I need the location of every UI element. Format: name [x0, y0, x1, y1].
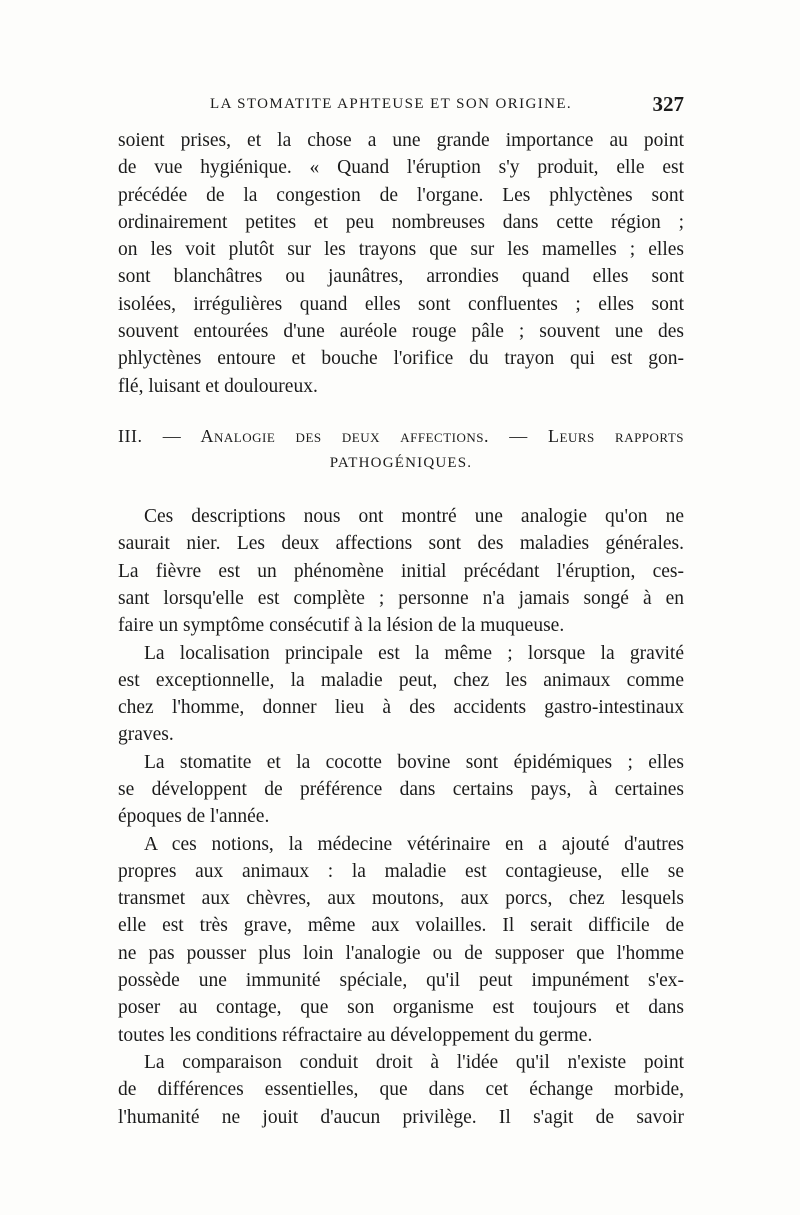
paragraph-3 — [118, 749, 684, 831]
text-line: sont blanchâtres ou jaunâtres, arrondies quand elles sont — [118, 266, 684, 288]
section-heading-line2: PATHOGÉNIQUES. — [329, 455, 473, 471]
text-line: chez l'homme, donner lieu à des accidents gastro-intestinaux — [118, 697, 684, 719]
text-line: sant lorsqu'elle est complète ; personne n'a jamais songé à en — [118, 587, 684, 609]
text-line: graves. — [118, 724, 174, 746]
page-number: 327 — [652, 92, 684, 116]
paragraph-continued — [118, 127, 684, 400]
text-line: soient prises, et la chose a une grande importance au point — [118, 130, 684, 151]
text-line: isolées, irrégulières quand elles sont confluentes ; elles sont — [118, 293, 684, 315]
text-line: possède une immunité spéciale, qu'il peut impunément s'ex- — [118, 970, 684, 992]
paragraph-5 — [118, 1049, 684, 1131]
text-line: ordinairement petites et peu nombreuses dans cette région ; — [118, 211, 684, 233]
text-line: de différences essentielles, que dans cet échange morbide, — [118, 1079, 684, 1101]
text-line: de vue hygiénique. « Quand l'éruption s'y produit, elle est — [118, 157, 684, 179]
section-heading-line1: III. — Analogie des deux affections. — Leurs rapports — [118, 426, 684, 446]
text-line: flé, luisant et douloureux. — [118, 375, 318, 397]
text-line: Ces descriptions nous ont montré une analogie qu'on ne — [144, 506, 684, 527]
text-line: on les voit plutôt sur les trayons que sur les mamelles ; elles — [118, 239, 684, 261]
text-line: La comparaison conduit droit à l'idée qu'il n'existe point — [144, 1052, 684, 1073]
text-line: se développent de préférence dans certains pays, à certaines — [118, 778, 684, 800]
text-line: La localisation principale est la même ; lorsque la gravité — [144, 642, 684, 664]
running-head — [118, 92, 684, 116]
section-heading — [118, 426, 684, 477]
text-line: l'humanité ne jouit d'aucun privilège. Il s'agit de savoir — [118, 1106, 684, 1128]
text-line: est exceptionnelle, la maladie peut, chez les animaux comme — [118, 669, 684, 691]
text-line: A ces notions, la médecine vétérinaire en a ajouté d'autres — [144, 833, 684, 855]
text-line: ne pas pousser plus loin l'analogie ou de supposer que l'homme — [118, 942, 684, 964]
paragraph-1 — [118, 503, 684, 639]
text-line: époques de l'année. — [118, 806, 270, 828]
text-line: souvent entourées d'une auréole rouge pâle ; souvent une des — [118, 321, 684, 343]
text-line: phlyctènes entoure et bouche l'orifice du trayon qui est gon- — [118, 348, 684, 370]
text-line: saurait nier. Les deux affections sont des maladies générales. — [118, 533, 684, 555]
text-line: propres aux animaux : la maladie est contagieuse, elle se — [118, 860, 684, 882]
text-line: faire un symptôme consécutif à la lésion de la muqueuse. — [118, 615, 565, 637]
text-line: poser au contage, que son organisme est toujours et dans — [118, 997, 684, 1019]
text-line: La stomatite et la cocotte bovine sont épidémiques ; elles — [144, 751, 684, 773]
text-line: elle est très grave, même aux volailles. Il serait difficile de — [118, 915, 684, 937]
text-line: transmet aux chèvres, aux moutons, aux porcs, chez lesquels — [118, 888, 684, 910]
text-line: toutes les conditions réfractaire au développement du germe. — [118, 1024, 593, 1046]
paragraph-2 — [118, 640, 684, 749]
text-line: précédée de la congestion de l'organe. Les phlyctènes sont — [118, 184, 684, 206]
paragraph-4 — [118, 831, 684, 1049]
running-title: LA STOMATITE APHTEUSE ET SON ORIGINE. — [210, 96, 573, 112]
text-line: La fièvre est un phénomène initial précédant l'éruption, ces- — [118, 560, 684, 582]
